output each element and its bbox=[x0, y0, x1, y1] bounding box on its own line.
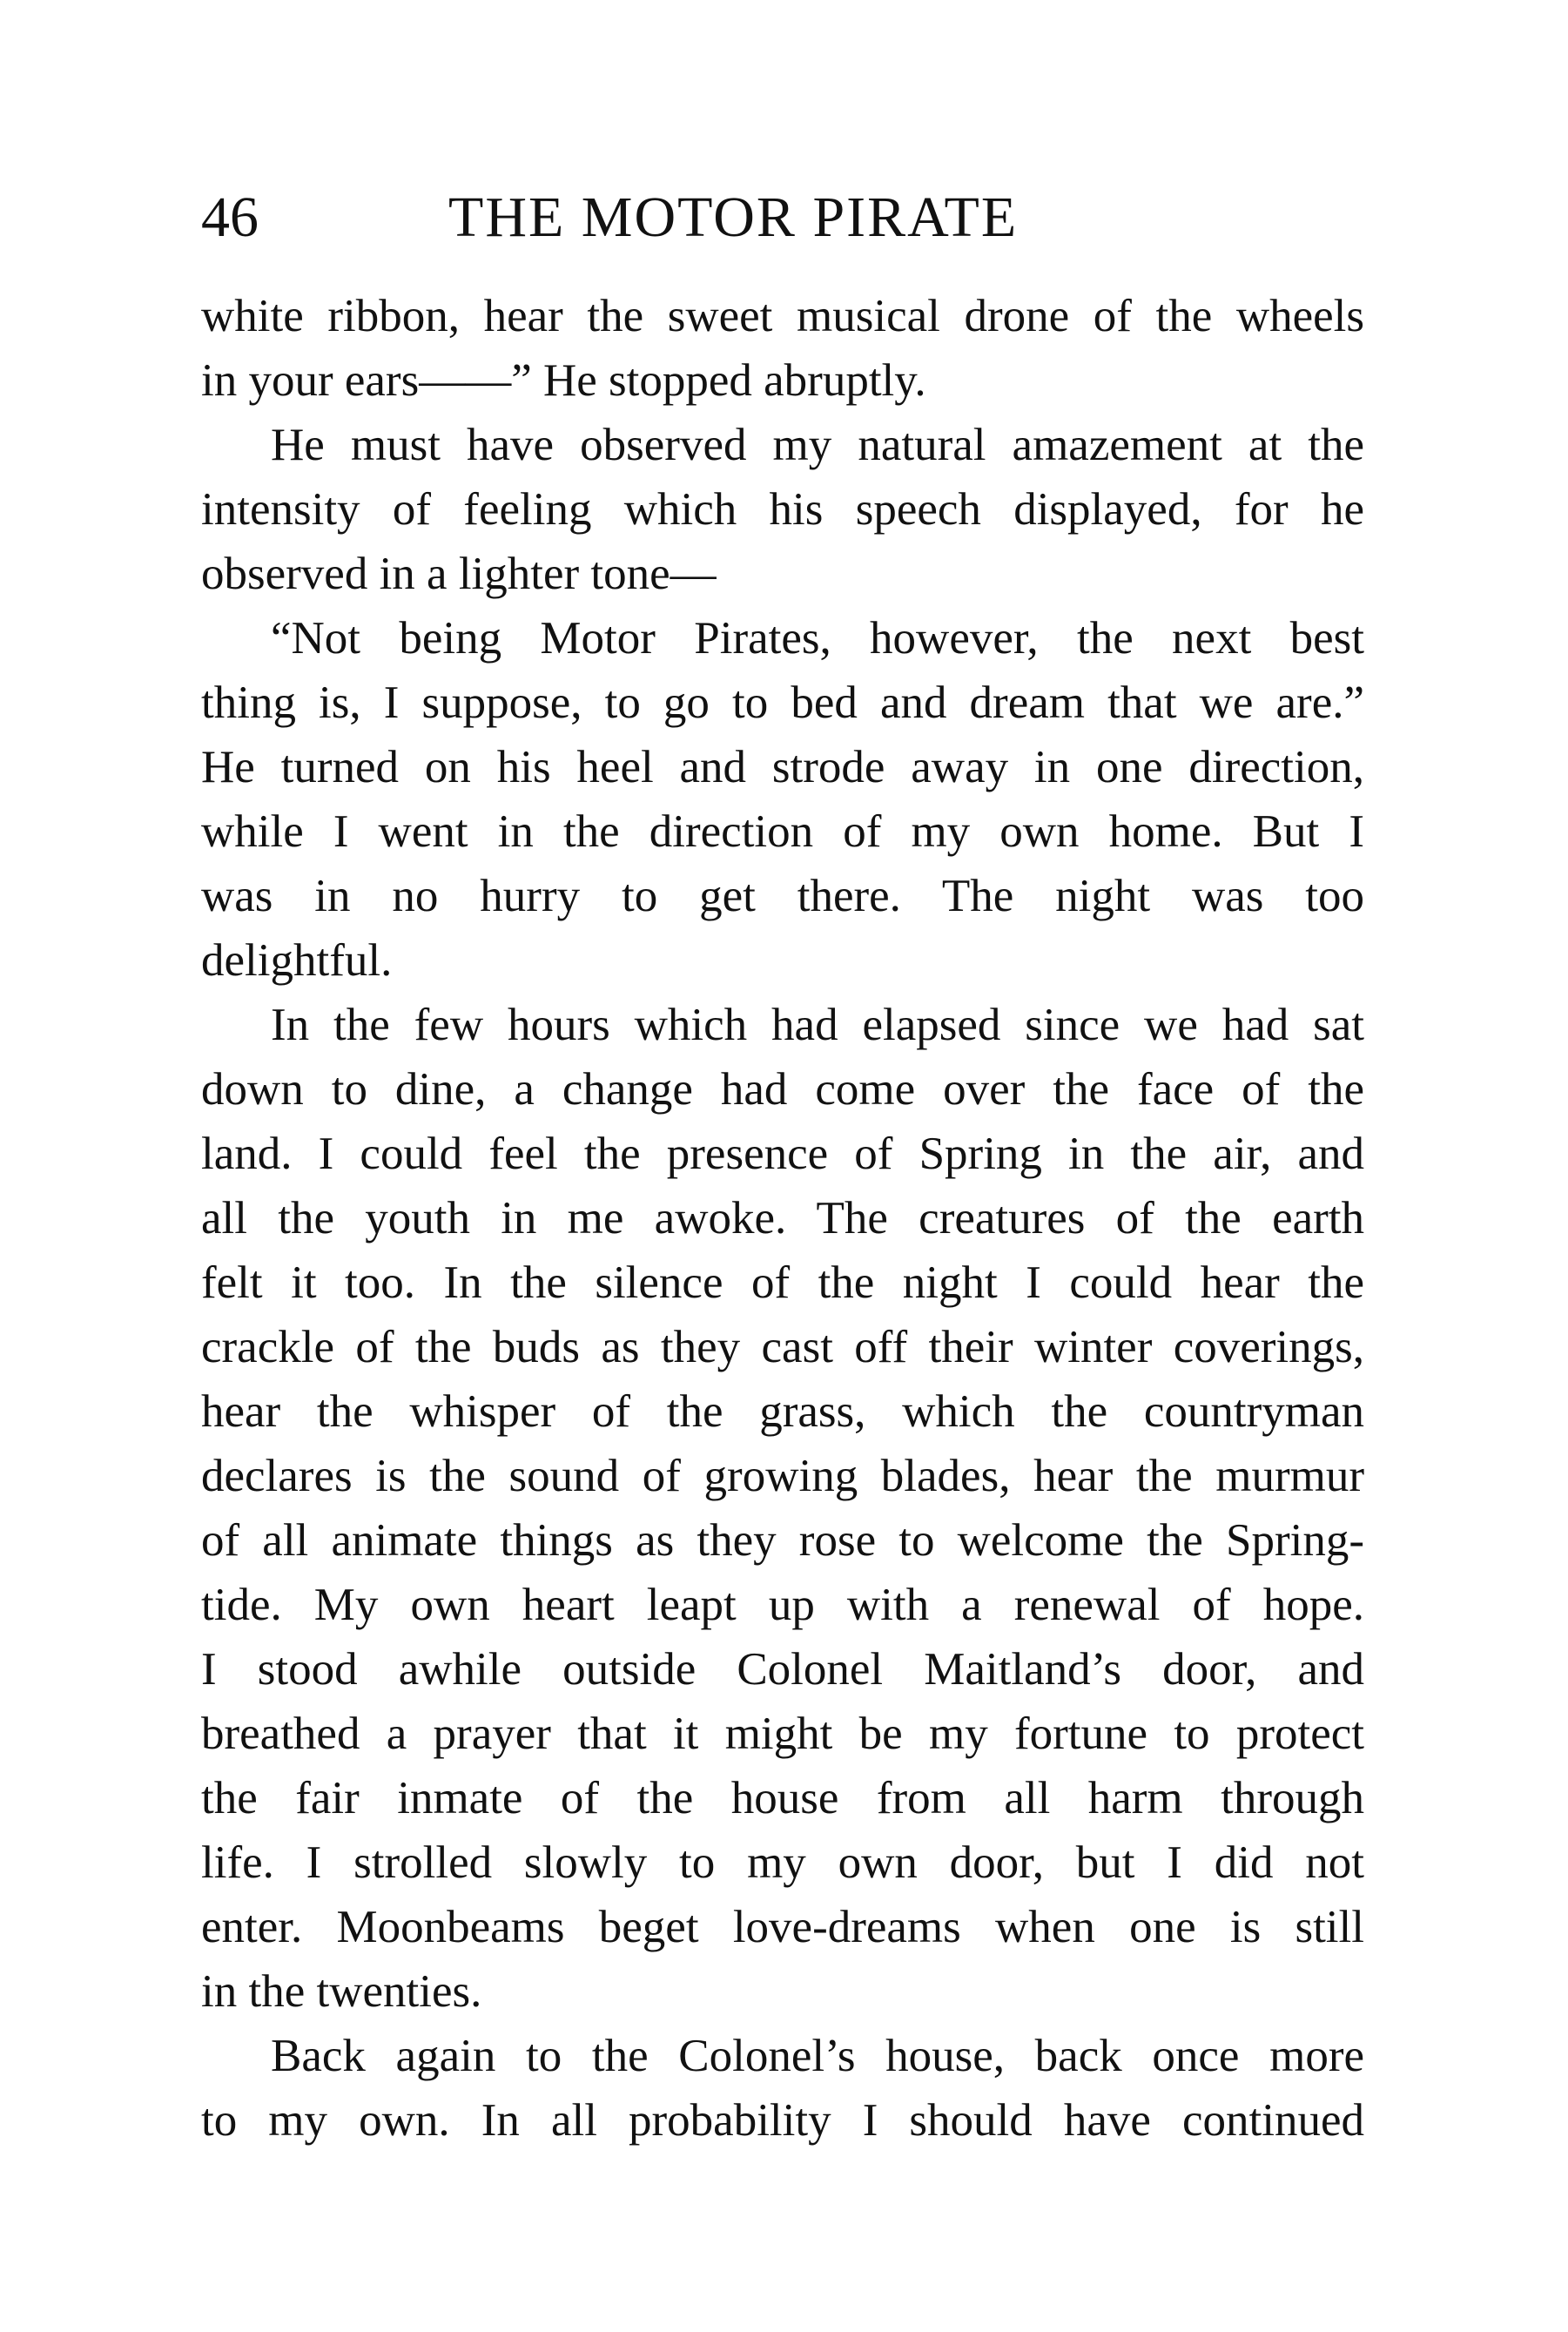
text-line: delightful. bbox=[201, 935, 393, 986]
text-line: enter. Moonbeams beget love-dreams when one is still bbox=[201, 1902, 1364, 1952]
text-line: I stood awhile outside Colonel Maitland’s door, and bbox=[201, 1644, 1364, 1695]
text-line: while I went in the direction of my own home. But I bbox=[201, 806, 1364, 857]
running-title: THE MOTOR PIRATE bbox=[448, 185, 1019, 249]
body-text bbox=[201, 284, 1364, 2153]
text-line: In the few hours which had elapsed since we had sat bbox=[271, 1000, 1364, 1050]
text-line: felt it too. In the silence of the night I could hear the bbox=[201, 1257, 1364, 1308]
text-line: declares is the sound of growing blades, hear the murmur bbox=[201, 1451, 1364, 1501]
text-line: “Not being Motor Pirates, however, the next best bbox=[271, 613, 1364, 664]
page-header bbox=[201, 181, 1364, 254]
text-line: in the twenties. bbox=[201, 1966, 482, 2017]
text-line: white ribbon, hear the sweet musical drone of the wheels bbox=[201, 291, 1364, 341]
text-line: to my own. In all probability I should have continued bbox=[201, 2095, 1364, 2146]
text-line: He turned on his heel and strode away in one direction, bbox=[201, 742, 1364, 792]
text-line: intensity of feeling which his speech displayed, for he bbox=[201, 484, 1364, 535]
text-line: down to dine, a change had come over the face of the bbox=[201, 1064, 1364, 1115]
text-line: Back again to the Colonel’s house, back once more bbox=[271, 2031, 1364, 2081]
text-line: thing is, I suppose, to go to bed and dream that we are.” bbox=[201, 677, 1364, 728]
text-line: observed in a lighter tone— bbox=[201, 549, 717, 599]
page-number: 46 bbox=[201, 185, 259, 249]
text-line: tide. My own heart leapt up with a renewal of hope. bbox=[201, 1580, 1364, 1630]
text-line: breathed a prayer that it might be my fortune to protect bbox=[201, 1709, 1364, 1759]
text-line: was in no hurry to get there. The night was too bbox=[201, 871, 1364, 921]
text-line: of all animate things as they rose to welcome the Spring- bbox=[201, 1515, 1364, 1566]
text-line: hear the whisper of the grass, which the countryman bbox=[201, 1386, 1364, 1437]
text-line: life. I strolled slowly to my own door, but I did not bbox=[201, 1837, 1364, 1888]
text-line: all the youth in me awoke. The creatures of the earth bbox=[201, 1193, 1364, 1244]
text-line: the fair inmate of the house from all harm through bbox=[201, 1773, 1364, 1823]
text-line: crackle of the buds as they cast off their winter coverings, bbox=[201, 1322, 1364, 1372]
text-line: in your ears——” He stopped abruptly. bbox=[201, 355, 926, 406]
text-line: land. I could feel the presence of Spring in the air, and bbox=[201, 1129, 1364, 1179]
text-line: He must have observed my natural amazement at the bbox=[271, 420, 1364, 470]
